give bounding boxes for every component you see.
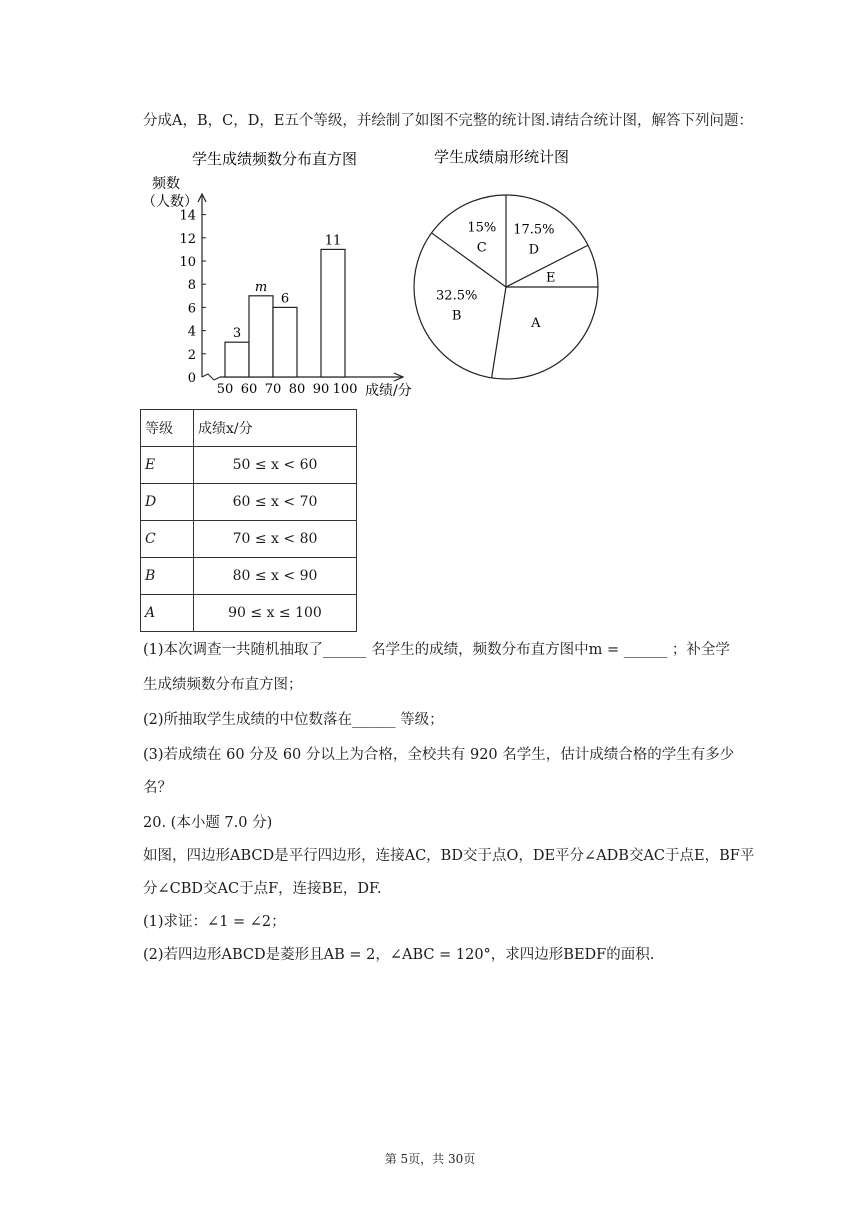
question-3-line-2: 名？	[143, 780, 172, 796]
y-tick-label: 6	[187, 301, 196, 317]
statistics-figure	[140, 142, 610, 402]
table-row	[141, 595, 357, 632]
table-row	[141, 521, 357, 558]
pie-slice-label: C	[476, 240, 487, 256]
bar-label: m	[254, 279, 268, 295]
y-tick-label: 10	[179, 255, 196, 270]
table-cell-range: 80 ≤ x < 90	[194, 558, 357, 595]
table-row	[141, 558, 357, 595]
problem-20-line-1: 如图，四边形ABCD是平行四边形，连接AC，BD交于点O，DE平分∠ADB交AC于点E，BF平	[143, 848, 755, 864]
histogram-bars	[225, 233, 345, 377]
table-cell-range: 90 ≤ x ≤ 100	[194, 595, 357, 632]
intro-line: 分成A，B，C，D，E五个等级，并绘制了如图不完整的统计图.请结合统计图，解答下列问题：	[143, 113, 754, 129]
table-cell-grade: E	[141, 447, 194, 484]
grade-table	[140, 409, 357, 632]
problem-20-line-2: 分∠CBD交AC于点F，连接BE，DF.	[143, 881, 382, 897]
question-1-line-2: 生成绩频数分布直方图；	[143, 677, 303, 693]
table-header-score: 成绩x/分	[194, 410, 357, 447]
problem-20-question-2: (2)若四边形ABCD是菱形且AB = 2，∠ABC = 120°，求四边形BEDF的面积.	[143, 947, 655, 963]
page-footer: 第 5页，共 30页	[384, 1152, 476, 1166]
bar-label: 11	[324, 233, 342, 249]
pie-slice-label: B	[451, 308, 462, 324]
x-tick-label: 80	[288, 382, 306, 397]
question-3-line-1: (3)若成绩在 60 分及 60 分以上为合格，全校共有 920 名学生，估计成绩合格的学生有多少	[143, 747, 735, 763]
y-tick-label: 2	[187, 347, 196, 363]
pie-slice-label: D	[528, 242, 540, 258]
question-2-line: (2)所抽取学生成绩的中位数落在______ 等级；	[143, 712, 444, 728]
bar-label: 6	[280, 291, 290, 307]
problem-20-heading: 20. (本小题 7.0 分)	[143, 815, 273, 831]
histogram-xlabel: 成绩/分	[365, 383, 412, 399]
table-cell-range: 60 ≤ x < 70	[194, 484, 357, 521]
histogram-bar	[225, 342, 249, 377]
histogram-bar	[273, 307, 297, 377]
table-cell-grade: C	[141, 521, 194, 558]
pie-title: 学生成绩扇形统计图	[434, 148, 570, 166]
pie-slice-label: A	[531, 315, 541, 331]
table-cell-range: 50 ≤ x < 60	[194, 447, 357, 484]
x-tick-label: 100	[332, 382, 358, 397]
bar-label: 3	[232, 326, 242, 342]
pie-slice-percent: 17.5%	[513, 222, 555, 238]
problem-20-question-1: (1)求证：∠1 = ∠2；	[143, 914, 286, 930]
pie-slice-percent: 15%	[467, 220, 497, 236]
table-row	[141, 484, 357, 521]
histogram-bar	[249, 296, 273, 377]
table-cell-grade: B	[141, 558, 194, 595]
y-tick-label: 14	[179, 208, 196, 224]
axis-break	[202, 374, 220, 380]
table-cell-range: 70 ≤ x < 80	[194, 521, 357, 558]
x-tick-label: 90	[312, 382, 330, 397]
pie-slice-percent: 32.5%	[436, 288, 478, 304]
y-tick-label: 0	[187, 371, 196, 386]
histogram-ylabel-2: （人数）	[142, 194, 198, 210]
pie-chart	[414, 195, 598, 379]
y-tick-label: 8	[187, 278, 196, 294]
question-1-line-1: (1)本次调查一共随机抽取了______ 名学生的成绩，频数分布直方图中m = ______ ；补全学	[143, 642, 730, 658]
histogram-ylabel-1: 频数	[152, 176, 180, 192]
x-tick-label: 70	[264, 382, 282, 397]
histogram-bar	[321, 249, 345, 377]
pie-slice-label: E	[545, 270, 556, 286]
x-tick-label: 60	[240, 382, 258, 397]
table-cell-grade: D	[141, 484, 194, 521]
table-row	[141, 447, 357, 484]
table-header-row	[141, 410, 357, 447]
table-header-grade: 等级	[141, 410, 194, 447]
y-tick-label: 12	[179, 231, 196, 247]
histogram-title: 学生成绩频数分布直方图	[192, 150, 358, 168]
y-tick-label: 4	[187, 324, 196, 340]
table-cell-grade: A	[141, 595, 194, 632]
x-tick-label: 50	[216, 382, 234, 397]
